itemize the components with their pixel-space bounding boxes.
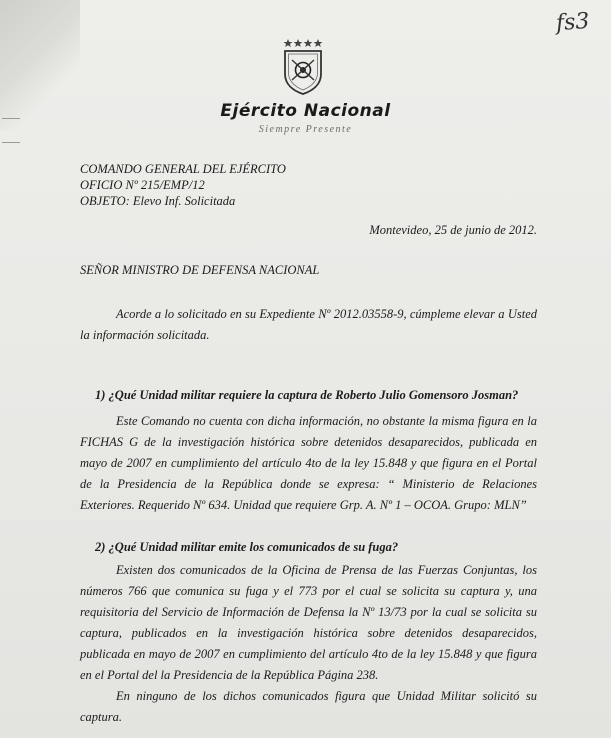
section-1-heading: 1) ¿Qué Unidad militar requiere la captura de Roberto Julio Gomensoro Josman? — [95, 388, 519, 402]
intro-paragraph: Acorde a lo solicitado en su Expediente Nº 2012.03558-9, cúmpleme elevar a Usted la información solicitada. — [80, 307, 537, 342]
addressee: SEÑOR MINISTRO DE DEFENSA NACIONAL — [80, 263, 320, 277]
header-subject: OBJETO: Elevo Inf. Solicitada — [80, 194, 236, 208]
army-emblem-icon — [279, 36, 327, 96]
section-2-paragraph: En ninguno de los dichos comunicados figura que Unidad Militar solicitó su captura. — [80, 689, 537, 724]
date-line: Montevideo, 25 de junio de 2012. — [369, 223, 537, 237]
margin-mark — [2, 142, 20, 143]
section-2-paragraph: Existen dos comunicados de la Oficina de Prensa de las Fuerzas Conjuntas, los números 766 que comunica su fuga y el 773 por el cual se solicita su captura y, una requisitoria del Servicio de Información de Defensa la Nº 13/73 por la cual se solicita su captura, publicados en la investigación histórica sobre detenidos desaparecidos, publicada en mayo de 2007 en cumplimiento del artículo 4to de la ley 15.848 y que figura en el Portal del la Presidencia de la República Página 238. — [80, 563, 537, 682]
handwritten-note: fs3 — [554, 8, 590, 37]
letterhead-motto: Siempre Presente — [258, 124, 353, 135]
header-office-number: OFICIO Nº 215/EMP/12 — [80, 178, 205, 192]
section-2-heading: 2) ¿Qué Unidad militar emite los comunicados de su fuga? — [95, 540, 399, 554]
header-command-line: COMANDO GENERAL DEL EJÉRCITO — [80, 162, 286, 176]
letterhead-org-name: Ejército Nacional — [220, 101, 391, 121]
section-1-paragraph: Este Comando no cuenta con dicha información, no obstante la misma figura en la FICHAS G de la investigación histórica sobre detenidos desaparecidos, publicada en mayo de 2007 en cumplimiento del artículo 4to de la ley 15.848 y que figura en el Portal de la Presidencia de la República donde se expresa: “ Ministerio de Relaciones Exteriores. Requerido Nº 634. Unidad que requiere Grp. A. Nº 1 – OCOA. Grupo: MLN” — [80, 414, 537, 512]
